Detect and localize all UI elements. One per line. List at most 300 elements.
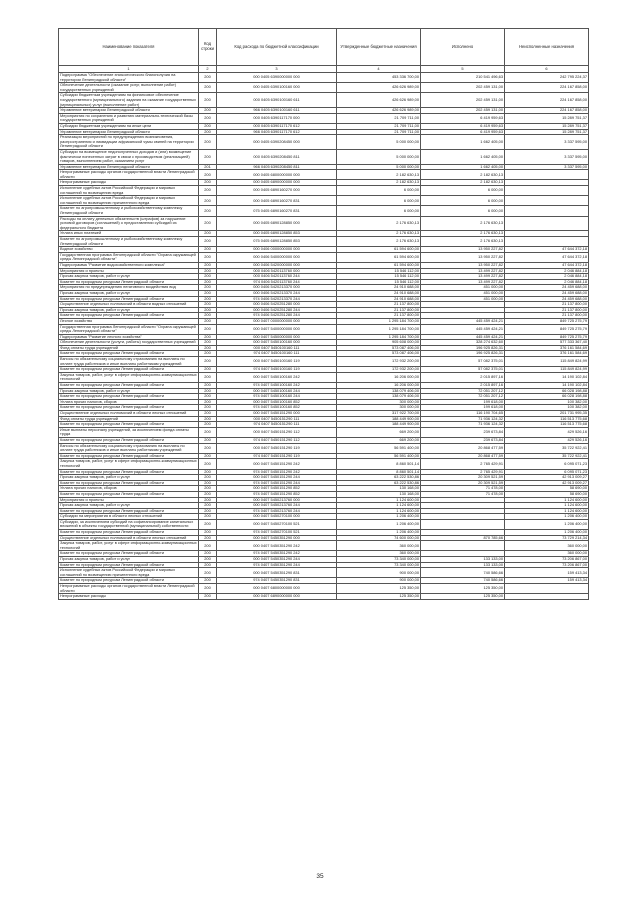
row-indicator-name: Комитет по природным ресурсам Ленинградской области (59, 394, 199, 400)
row-approved-amount: 2 176 630,13 (337, 237, 421, 247)
row-unexecuted-amount: 376 161 584,69 (505, 345, 589, 351)
row-approved-amount: 5 000 000,00 (337, 135, 421, 150)
row-indicator-name: Подпрограмма "Развитие водохозяйственного комплекса" (59, 262, 199, 268)
row-line-code: 200 (199, 491, 217, 497)
row-budget-code: 974 0406 5420113760 244 (217, 279, 337, 285)
row-line-code: 200 (199, 129, 217, 135)
row-executed-amount: 20 309 521,59 (421, 480, 505, 486)
row-unexecuted-amount: 66 028 198,88 (505, 394, 589, 400)
row-line-code: 200 (199, 186, 217, 196)
row-indicator-name: Взносы по обязательному социальному страхованию на выплаты по оплате труда работников и иные выплаты работникам учреждений (59, 443, 199, 453)
row-indicator-name: Непрограммные расходы (59, 594, 199, 600)
row-line-code: 200 (199, 285, 217, 291)
row-approved-amount: 1 124 600,00 (337, 497, 421, 503)
row-unexecuted-amount: 224 167 858,00 (505, 108, 589, 114)
row-indicator-name: Закупка товаров, работ, услуг в сфере информационно-коммуникационных технологий (60, 372, 197, 382)
row-unexecuted-amount: 201 731 995,35 (505, 411, 589, 417)
row-indicator-name: Закупка товаров, работ, услуг в сфере информационно-коммуникационных технологий (60, 458, 197, 468)
row-executed-amount: 1 662 405,00 (421, 135, 505, 150)
row-approved-amount: 317 922 700,00 (337, 411, 421, 417)
row-approved-amount: 24 910 688,00 (337, 290, 421, 296)
row-indicator-name: Прочая закупка товаров, работ и услуг (59, 388, 199, 394)
row-unexecuted-amount: 35 722 922,41 (505, 453, 589, 459)
row-indicator-name: Фонд оплаты труда учреждений (59, 345, 199, 351)
row-executed-amount: 740 586,66 (421, 578, 505, 584)
row-indicator-name: Субсидии бюджетным учреждениям на иные цели (59, 123, 199, 129)
row-executed-amount: 6 000,00 (421, 196, 505, 206)
table-row (59, 541, 589, 551)
row-line-code: 200 (199, 562, 217, 568)
table-row (59, 568, 589, 578)
table-row (59, 584, 589, 594)
row-unexecuted-amount: 24 459 688,00 (505, 296, 589, 302)
row-indicator-name: Взносы по обязательному социальному страхованию на выплаты по оплате труда работников и иные выплаты работникам учреждений (59, 357, 199, 367)
row-budget-code: 000 0407 5450351290 000 (217, 535, 337, 541)
row-line-code: 200 (199, 535, 217, 541)
row-budget-code: 000 0407 5450151290 119 (217, 443, 337, 453)
row-executed-amount: 740 586,66 (421, 568, 505, 578)
table-row (59, 443, 589, 453)
row-budget-code: 000 0405 6390117170 612 (217, 123, 337, 129)
row-indicator-name: Водное хозяйство (59, 247, 199, 253)
row-line-code: 200 (199, 113, 217, 123)
row-budget-code: 966 0405 6390100160 611 (217, 108, 337, 114)
row-line-code: 200 (199, 557, 217, 563)
row-line-code: 200 (199, 594, 217, 600)
row-unexecuted-amount (505, 186, 589, 196)
row-executed-amount: 328 274 632,60 (421, 340, 505, 346)
row-executed-amount (421, 519, 505, 529)
row-indicator-name: Мероприятия по сохранению и развитию материально-технической базы государственных учреждений (59, 113, 199, 123)
row-approved-amount: 6 000,00 (337, 196, 421, 206)
row-line-code: 200 (199, 503, 217, 509)
row-approved-amount: 21 137 800,00 (337, 307, 421, 313)
row-unexecuted-amount (505, 206, 589, 216)
row-budget-code: 000 0405 6390117170 000 (217, 113, 337, 123)
row-indicator-name: Государственная программа Ленинградской области "Охрана окружающей среды Ленинградской области" (59, 252, 199, 262)
row-indicator-name: Мероприятия и проекты (59, 268, 199, 274)
row-line-code: 200 (199, 399, 217, 405)
row-budget-code: 000 0407 5450151290 242 (217, 459, 337, 469)
row-indicator-name: Комитет по природным ресурсам Ленинградской области (59, 530, 199, 536)
row-executed-amount: 125 350,00 (421, 594, 505, 600)
row-budget-code: 000 0406 0000000000 000 (217, 247, 337, 253)
column-number: 6 (505, 66, 589, 73)
row-indicator-name: Комитет по природным ресурсам Ленинградской области (59, 480, 199, 486)
row-budget-code: 000 0407 5450151290 111 (217, 416, 337, 422)
row-line-code: 200 (199, 83, 217, 93)
row-budget-code: 000 0407 5450100160 242 (217, 372, 337, 382)
row-indicator-name: Иные выплаты персоналу учреждений, за исключением фонда оплаты труда (59, 427, 199, 437)
row-executed-amount: 2 176 630,13 (421, 216, 505, 231)
row-unexecuted-amount: 224 167 858,00 (505, 93, 589, 108)
row-indicator-name: Комитет по природным ресурсам Ленинградской области (59, 422, 199, 428)
row-approved-amount: 188 449 900,00 (337, 416, 421, 422)
row-unexecuted-amount: 3 337 595,00 (505, 135, 589, 150)
row-approved-amount: 1 206 400,00 (337, 530, 421, 536)
row-line-code: 200 (199, 196, 217, 206)
row-line-code: 200 (199, 519, 217, 529)
row-unexecuted-amount: 2 046 884,18 (505, 279, 589, 285)
row-budget-code: 000 0407 5450351290 244 (217, 557, 337, 563)
row-budget-code: 000 0406 5400000000 000 (217, 252, 337, 262)
row-indicator-name: Субсидии на возмещение недополученных доходов и (или) возмещение фактически понесенных затрат в связи с производством (реализацией) товаров, выполнением работ, оказанием услуг (59, 149, 199, 164)
row-executed-amount: 133 133,00 (421, 557, 505, 563)
row-executed-amount: 6 419 959,63 (421, 113, 505, 123)
row-unexecuted-amount (505, 237, 589, 247)
row-line-code: 200 (199, 437, 217, 443)
row-line-code: 200 (199, 394, 217, 400)
row-indicator-name: Осуществление отдельных полномочий в области водных отношений (59, 302, 199, 308)
row-executed-amount: 6 419 959,63 (421, 123, 505, 129)
row-executed-amount: 72 051 207,12 (421, 394, 505, 400)
row-indicator-name: Прочая закупка товаров, работ и услуг (59, 307, 199, 313)
row-executed-amount: 20 868 477,59 (421, 453, 505, 459)
row-line-code: 200 (199, 443, 217, 453)
row-budget-code: 000 0405 6390100160 000 (217, 83, 337, 93)
row-approved-amount: 2 176 630,13 (337, 231, 421, 237)
row-budget-code: 000 0407 5450351290 831 (217, 568, 337, 578)
row-executed-amount: 2 765 429,91 (421, 459, 505, 469)
row-line-code: 200 (199, 302, 217, 308)
row-unexecuted-amount: 2 046 884,18 (505, 268, 589, 274)
row-unexecuted-amount: 24 459 688,00 (505, 290, 589, 296)
row-budget-code: 974 0407 5450100160 244 (217, 394, 337, 400)
row-indicator-name: Комитет по природным ресурсам Ленинградской области (59, 469, 199, 475)
row-indicator-name: Обеспечение деятельности (услуги, работы) государственных учреждений (59, 340, 199, 346)
row-budget-code: 000 0406 5420213370 000 (217, 285, 337, 291)
row-unexecuted-amount: 42 913 009,27 (505, 475, 589, 481)
row-approved-amount: 130 168,00 (337, 486, 421, 492)
row-line-code: 200 (199, 486, 217, 492)
row-approved-amount: 73 340 000,00 (337, 562, 421, 568)
row-line-code: 200 (199, 206, 217, 216)
row-approved-amount: 56 591 400,00 (337, 453, 421, 459)
row-budget-code: 000 0406 5420113760 244 (217, 274, 337, 280)
row-budget-code: 974 0407 5450100160 119 (217, 367, 337, 373)
row-line-code: 200 (199, 180, 217, 186)
row-budget-code: 974 0406 5420213370 244 (217, 296, 337, 302)
row-indicator-name: Непрограммные расходы (59, 180, 199, 186)
row-executed-amount: 71 936 124,32 (421, 422, 505, 428)
row-approved-amount: 2 176 630,13 (337, 216, 421, 231)
row-executed-amount: 57 082 375,01 (421, 367, 505, 373)
row-unexecuted-amount: 116 513 775,68 (505, 416, 589, 422)
row-approved-amount: 1 295 184 700,00 (337, 324, 421, 334)
row-unexecuted-amount: 1 124 600,00 (505, 503, 589, 509)
row-approved-amount: 1 206 400,00 (337, 519, 421, 529)
row-executed-amount: 20 868 477,59 (421, 443, 505, 453)
table-row (59, 113, 589, 123)
row-approved-amount: 21 709 711,00 (337, 129, 421, 135)
row-budget-code: 000 0407 6800000000 000 (217, 584, 337, 594)
row-unexecuted-amount: 1 124 600,00 (505, 497, 589, 503)
row-approved-amount: 1 295 184 700,00 (337, 334, 421, 340)
row-line-code: 200 (199, 318, 217, 324)
row-approved-amount: 8 860 501,14 (337, 459, 421, 469)
row-approved-amount: 669 200,00 (337, 437, 421, 443)
row-indicator-name: Комитет по природным ресурсам Ленинградской области (59, 367, 199, 373)
row-line-code: 200 (199, 216, 217, 231)
row-executed-amount: 71 936 124,32 (421, 416, 505, 422)
row-approved-amount: 61 594 600,00 (337, 252, 421, 262)
row-indicator-name: Субсидии бюджетным учреждениям на финансовое обеспечение государственного (муниципального) задания на оказание государственных (муниципальных) услуг (выполнение работ) (59, 93, 199, 108)
row-executed-amount: 2 015 897,16 (421, 372, 505, 382)
row-executed-amount: 196 925 826,31 (421, 351, 505, 357)
row-executed-amount: 133 133,00 (421, 562, 505, 568)
row-indicator-name: Исполнение судебных актов Российской Федерации и мировых соглашений по возмещению вреда (59, 186, 199, 196)
row-unexecuted-amount: 1 206 400,00 (505, 519, 589, 529)
row-line-code: 200 (199, 268, 217, 274)
row-line-code: 200 (199, 459, 217, 469)
row-line-code: 200 (199, 135, 217, 150)
row-line-code: 200 (199, 422, 217, 428)
table-row (59, 149, 589, 164)
row-line-code: 200 (199, 568, 217, 578)
row-budget-code: 000 0407 0000000000 000 (217, 318, 337, 324)
table-row (59, 357, 589, 367)
row-line-code: 200 (199, 345, 217, 351)
row-line-code: 200 (199, 372, 217, 382)
row-indicator-name: Комитет по природным ресурсам Ленинградской области (59, 578, 199, 584)
row-executed-amount: 20 309 521,59 (421, 475, 505, 481)
row-approved-amount: 2 182 630,13 (337, 170, 421, 180)
row-indicator-name: Субсидии, за исключением субсидий на софинансирование капитальных вложений в объекты государственной (муниципальной) собственности (59, 519, 199, 529)
row-budget-code: 000 0405 6890160270 000 (217, 186, 337, 196)
row-unexecuted-amount: 159 413,34 (505, 578, 589, 584)
row-unexecuted-amount: 116 513 775,68 (505, 422, 589, 428)
row-line-code: 200 (199, 453, 217, 459)
row-line-code: 200 (199, 405, 217, 411)
row-approved-amount: 130 168,00 (337, 491, 421, 497)
row-indicator-name: Комитет по агропромышленному и рыбохозяйственному комплексу Ленинградской области (59, 237, 199, 247)
row-budget-code: 000 0407 5450151290 244 (217, 475, 337, 481)
row-approved-amount: 5 000 000,00 (337, 164, 421, 170)
row-unexecuted-amount: 376 161 584,69 (505, 351, 589, 357)
header-budget-classification: Код расхода по бюджетной классификации (217, 29, 337, 66)
row-budget-code: 000 0407 5450100160 111 (217, 345, 337, 351)
row-unexecuted-amount (505, 170, 589, 180)
row-budget-code: 000 0405 6390000000 000 (217, 73, 337, 83)
row-executed-amount: 13 499 227,82 (421, 279, 505, 285)
row-unexecuted-amount: 6 095 071,23 (505, 469, 589, 475)
row-unexecuted-amount: 849 725 275,79 (505, 324, 589, 334)
row-line-code: 200 (199, 514, 217, 520)
row-unexecuted-amount: 21 137 800,00 (505, 313, 589, 319)
row-executed-amount: 239 673,84 (421, 427, 505, 437)
row-budget-code: 974 0407 5450151290 242 (217, 469, 337, 475)
row-indicator-name: Осуществление отдельных полномочий в области лесных отношений (59, 411, 199, 417)
table-row (59, 372, 589, 382)
row-indicator-name: Фонд оплаты труда учреждений (59, 416, 199, 422)
row-approved-amount: 1 206 400,00 (337, 514, 421, 520)
row-line-code: 200 (199, 313, 217, 319)
row-approved-amount: 21 709 711,00 (337, 123, 421, 129)
row-executed-amount: 116 190 704,65 (421, 411, 505, 417)
row-indicator-name: Расходы на оплату денежных обязательств (штрафов) за нарушение условий договоров (соглашений) о предоставлении субсидий из федерального бюджета (59, 216, 199, 231)
row-budget-code: 000 0407 5450100160 119 (217, 357, 337, 367)
row-indicator-name: Комитет по природным ресурсам Ленинградской области (59, 508, 199, 514)
row-line-code: 200 (199, 149, 217, 164)
row-budget-code: 075 0405 6890160270 831 (217, 206, 337, 216)
row-executed-amount: 6 000,00 (421, 186, 505, 196)
row-approved-amount: 15 546 112,00 (337, 279, 421, 285)
row-executed-amount: 451 000,00 (421, 290, 505, 296)
row-executed-amount: 13 950 227,82 (421, 252, 505, 262)
column-number: 3 (217, 66, 337, 73)
row-approved-amount: 15 546 112,00 (337, 274, 421, 280)
row-unexecuted-amount: 1 206 400,00 (505, 530, 589, 536)
column-number: 2 (199, 66, 217, 73)
row-executed-amount: 445 459 424,21 (421, 318, 505, 324)
row-executed-amount: 13 950 227,82 (421, 247, 505, 253)
row-budget-code: 974 0407 5450351290 242 (217, 551, 337, 557)
table-header (59, 29, 589, 73)
row-line-code: 200 (199, 231, 217, 237)
row-indicator-name: Управление ветеринарии Ленинградской области (59, 129, 199, 135)
row-unexecuted-amount: 429 526,16 (505, 437, 589, 443)
page-number: 35 (316, 873, 324, 880)
row-line-code: 200 (199, 480, 217, 486)
row-unexecuted-amount (505, 216, 589, 231)
row-budget-code: 000 0407 5400000000 000 (217, 324, 337, 334)
table-row (59, 594, 589, 600)
row-unexecuted-amount: 3 337 595,00 (505, 164, 589, 170)
row-executed-amount: 2 182 630,13 (421, 170, 505, 180)
row-indicator-name: Комитет по природным ресурсам Ленинградской области (59, 383, 199, 389)
row-unexecuted-amount: 47 644 372,18 (505, 262, 589, 268)
row-indicator-name: Комитет по природным ресурсам Ленинградской области (59, 551, 199, 557)
row-indicator-name: Уплата прочих налогов, сборов (59, 486, 199, 492)
row-indicator-name: Прочая закупка товаров, работ и услуг (59, 290, 199, 296)
table-row (59, 237, 589, 247)
row-approved-amount: 669 200,00 (337, 427, 421, 437)
row-approved-amount: 573 087 406,00 (337, 345, 421, 351)
row-executed-amount: 870 785,66 (421, 535, 505, 541)
row-approved-amount: 426 626 989,00 (337, 83, 421, 93)
row-unexecuted-amount: 100 382,00 (505, 405, 589, 411)
row-indicator-name: Уплата иных платежей (59, 231, 199, 237)
row-line-code: 200 (199, 170, 217, 180)
row-approved-amount: 5 000 000,00 (337, 149, 421, 164)
row-budget-code: 000 0407 5450100160 852 (217, 399, 337, 405)
row-budget-code: 000 0407 5450213760 244 (217, 503, 337, 509)
row-line-code: 200 (199, 551, 217, 557)
row-unexecuted-amount: 14 190 102,84 (505, 372, 589, 382)
row-budget-code: 000 0405 6890160270 831 (217, 196, 337, 206)
row-line-code: 200 (199, 475, 217, 481)
row-budget-code: 974 0407 5450100160 111 (217, 351, 337, 357)
row-unexecuted-amount: 58 690,00 (505, 486, 589, 492)
row-line-code: 200 (199, 296, 217, 302)
row-line-code: 200 (199, 279, 217, 285)
row-approved-amount: 172 932 200,00 (337, 367, 421, 373)
row-executed-amount: 2 765 429,91 (421, 469, 505, 475)
row-line-code: 200 (199, 340, 217, 346)
row-approved-amount: 56 591 400,00 (337, 443, 421, 453)
row-executed-amount: 1 662 405,00 (421, 149, 505, 164)
row-line-code: 200 (199, 578, 217, 584)
row-budget-code: 000 0405 6890128850 853 (217, 231, 337, 237)
row-unexecuted-amount: 35 722 922,41 (505, 443, 589, 453)
row-line-code: 200 (199, 541, 217, 551)
table-row (59, 252, 589, 262)
row-line-code: 200 (199, 351, 217, 357)
row-line-code: 200 (199, 584, 217, 594)
row-indicator-name: Непрограммные расходы органов государственной власти Ленинградской области (59, 584, 199, 594)
row-budget-code: 974 0407 5450351290 831 (217, 578, 337, 584)
column-number: 4 (337, 66, 421, 73)
row-executed-amount: 6 419 959,63 (421, 129, 505, 135)
row-line-code: 200 (199, 427, 217, 437)
row-indicator-name: Прочая закупка товаров, работ и услуг (59, 503, 199, 509)
row-unexecuted-amount: 2 046 884,18 (505, 274, 589, 280)
row-approved-amount: 63 222 530,86 (337, 475, 421, 481)
row-unexecuted-amount: 224 167 858,00 (505, 83, 589, 93)
row-indicator-name: Комитет по природным ресурсам Ленинградской области (59, 405, 199, 411)
row-executed-amount: 2 182 630,13 (421, 180, 505, 186)
row-budget-code: 974 0407 5450151290 112 (217, 437, 337, 443)
row-line-code: 200 (199, 334, 217, 340)
row-line-code: 200 (199, 497, 217, 503)
row-indicator-name: Осуществление отдельных полномочий в области лесных отношений (59, 535, 199, 541)
row-indicator-name: Лесное хозяйство (59, 318, 199, 324)
row-approved-amount: 300 000,00 (337, 399, 421, 405)
row-approved-amount: 905 608 000,00 (337, 340, 421, 346)
row-executed-amount (421, 541, 505, 551)
row-executed-amount: 2 176 630,13 (421, 237, 505, 247)
row-line-code: 201 (199, 164, 217, 170)
row-executed-amount: 451 000,00 (421, 285, 505, 291)
header-approved: Утвержденные бюджетные назначения (337, 29, 421, 66)
row-approved-amount: 1 124 600,00 (337, 503, 421, 509)
row-executed-amount: 57 082 375,01 (421, 357, 505, 367)
row-indicator-name: Комитет по природным ресурсам Ленинградской области (59, 296, 199, 302)
row-line-code: 200 (199, 123, 217, 129)
row-indicator-name: Комитет по природным ресурсам Ленинградской области (59, 437, 199, 443)
row-approved-amount: 16 206 000,00 (337, 372, 421, 382)
row-budget-code: 974 0407 5450151290 244 (217, 480, 337, 486)
table-row (59, 427, 589, 437)
row-line-code: 200 (199, 290, 217, 296)
row-line-code: 200 (199, 247, 217, 253)
row-budget-code: 000 0407 5450100160 000 (217, 340, 337, 346)
row-line-code: 200 (199, 411, 217, 417)
row-executed-amount: 2 015 897,16 (421, 383, 505, 389)
row-line-code: 200 (199, 469, 217, 475)
row-budget-code: 000 0407 5450213760 000 (217, 497, 337, 503)
row-line-code: 200 (199, 508, 217, 514)
row-line-code: 200 (199, 530, 217, 536)
row-approved-amount: 900 000,00 (337, 578, 421, 584)
row-unexecuted-amount: 21 137 800,00 (505, 302, 589, 308)
row-executed-amount: 2 176 630,13 (421, 231, 505, 237)
row-approved-amount: 1 124 600,00 (337, 508, 421, 514)
row-budget-code: 000 0406 5420113760 000 (217, 268, 337, 274)
row-approved-amount: 1 295 184 700,00 (337, 318, 421, 324)
row-line-code: 200 (199, 237, 217, 247)
row-unexecuted-amount: 15 289 751,37 (505, 123, 589, 129)
row-approved-amount: 300 000,00 (337, 405, 421, 411)
row-approved-amount: 21 137 800,00 (337, 313, 421, 319)
row-budget-code: 974 0407 5450151290 111 (217, 422, 337, 428)
row-indicator-name: Подпрограмма "Развитие лесного хозяйства" (59, 334, 199, 340)
table-body (59, 73, 589, 600)
row-executed-amount: 71 478,00 (421, 491, 505, 497)
row-budget-code: 974 0407 5450151290 852 (217, 491, 337, 497)
row-indicator-name: Комитет по природным ресурсам Ленинградской области (59, 351, 199, 357)
row-line-code: 200 (199, 274, 217, 280)
